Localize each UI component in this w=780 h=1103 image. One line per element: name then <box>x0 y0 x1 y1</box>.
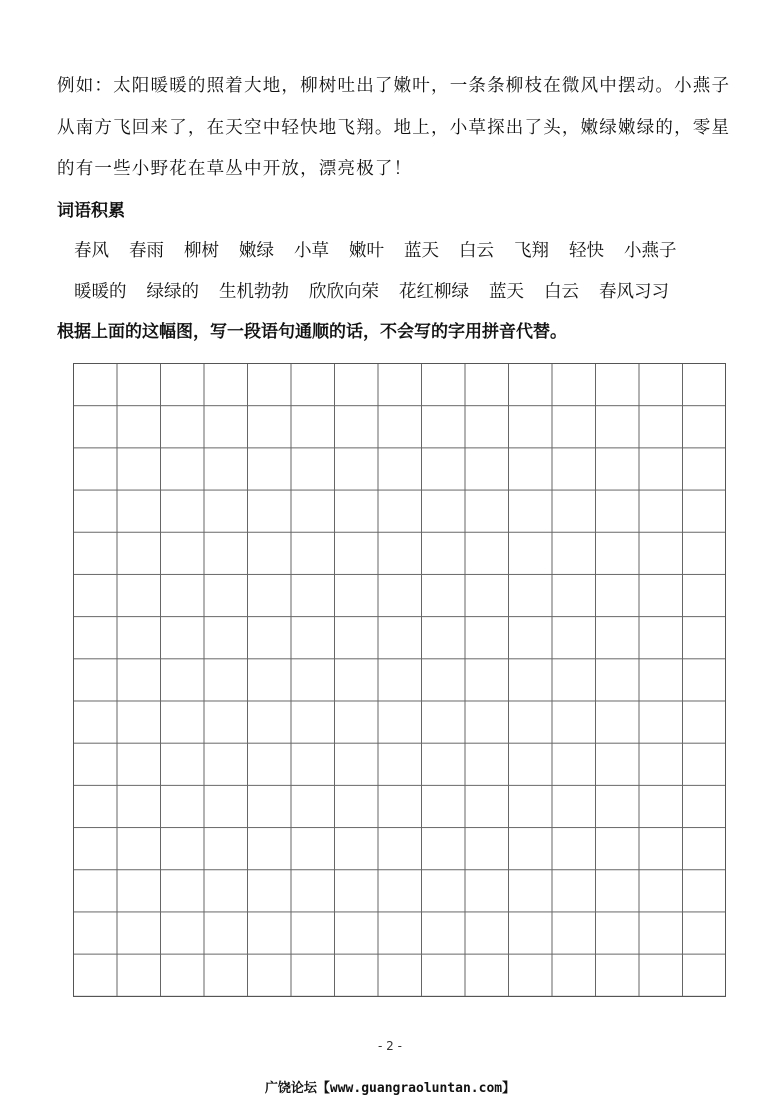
writing-grid[interactable] <box>73 363 726 997</box>
vocab-word: 暖暖的 <box>74 282 127 302</box>
vocab-word: 花红柳绿 <box>399 282 469 302</box>
vocab-word: 蓝天 <box>404 241 439 261</box>
vocab-word: 春风 <box>74 241 109 261</box>
footer-site: 广饶论坛【www.guangraoluntan.com】 <box>264 1081 516 1096</box>
page-number: - 2 - <box>378 1039 402 1053</box>
example-line-1 <box>57 75 730 97</box>
vocab-word: 柳树 <box>184 241 219 261</box>
vocab-word: 春风习习 <box>599 282 669 302</box>
example-line-1-text: 太阳暖暖的照着大地，柳树吐出了嫩叶，一条条柳枝在微风中摆动。小燕子 <box>113 76 731 96</box>
vocab-word: 绿绿的 <box>146 282 199 302</box>
vocab-heading: 词语积累 <box>57 201 125 221</box>
vocab-word: 生机勃勃 <box>219 282 289 302</box>
vocab-word: 轻快 <box>569 241 604 261</box>
vocab-word: 欣欣向荣 <box>309 282 379 302</box>
vocab-row-2 <box>74 281 689 303</box>
example-line-2: 从南方飞回来了，在天空中轻快地飞翔。地上，小草探出了头，嫩绿嫩绿的，零星 <box>57 118 731 138</box>
vocab-word: 白云 <box>459 241 494 261</box>
vocab-row-1 <box>74 240 697 262</box>
vocab-word: 春雨 <box>129 241 164 261</box>
vocab-word: 嫩绿 <box>239 241 274 261</box>
vocab-word: 飞翔 <box>514 241 549 261</box>
example-lead: 例如： <box>57 76 114 96</box>
vocab-word: 小草 <box>294 241 329 261</box>
example-line-3: 的有一些小野花在草丛中开放，漂亮极了！ <box>57 159 413 179</box>
vocab-word: 嫩叶 <box>349 241 384 261</box>
vocab-word: 小燕子 <box>624 241 677 261</box>
vocab-word: 白云 <box>544 282 579 302</box>
instruction-heading: 根据上面的这幅图，写一段语句通顺的话，不会写的字用拼音代替。 <box>57 322 567 342</box>
vocab-word: 蓝天 <box>489 282 524 302</box>
